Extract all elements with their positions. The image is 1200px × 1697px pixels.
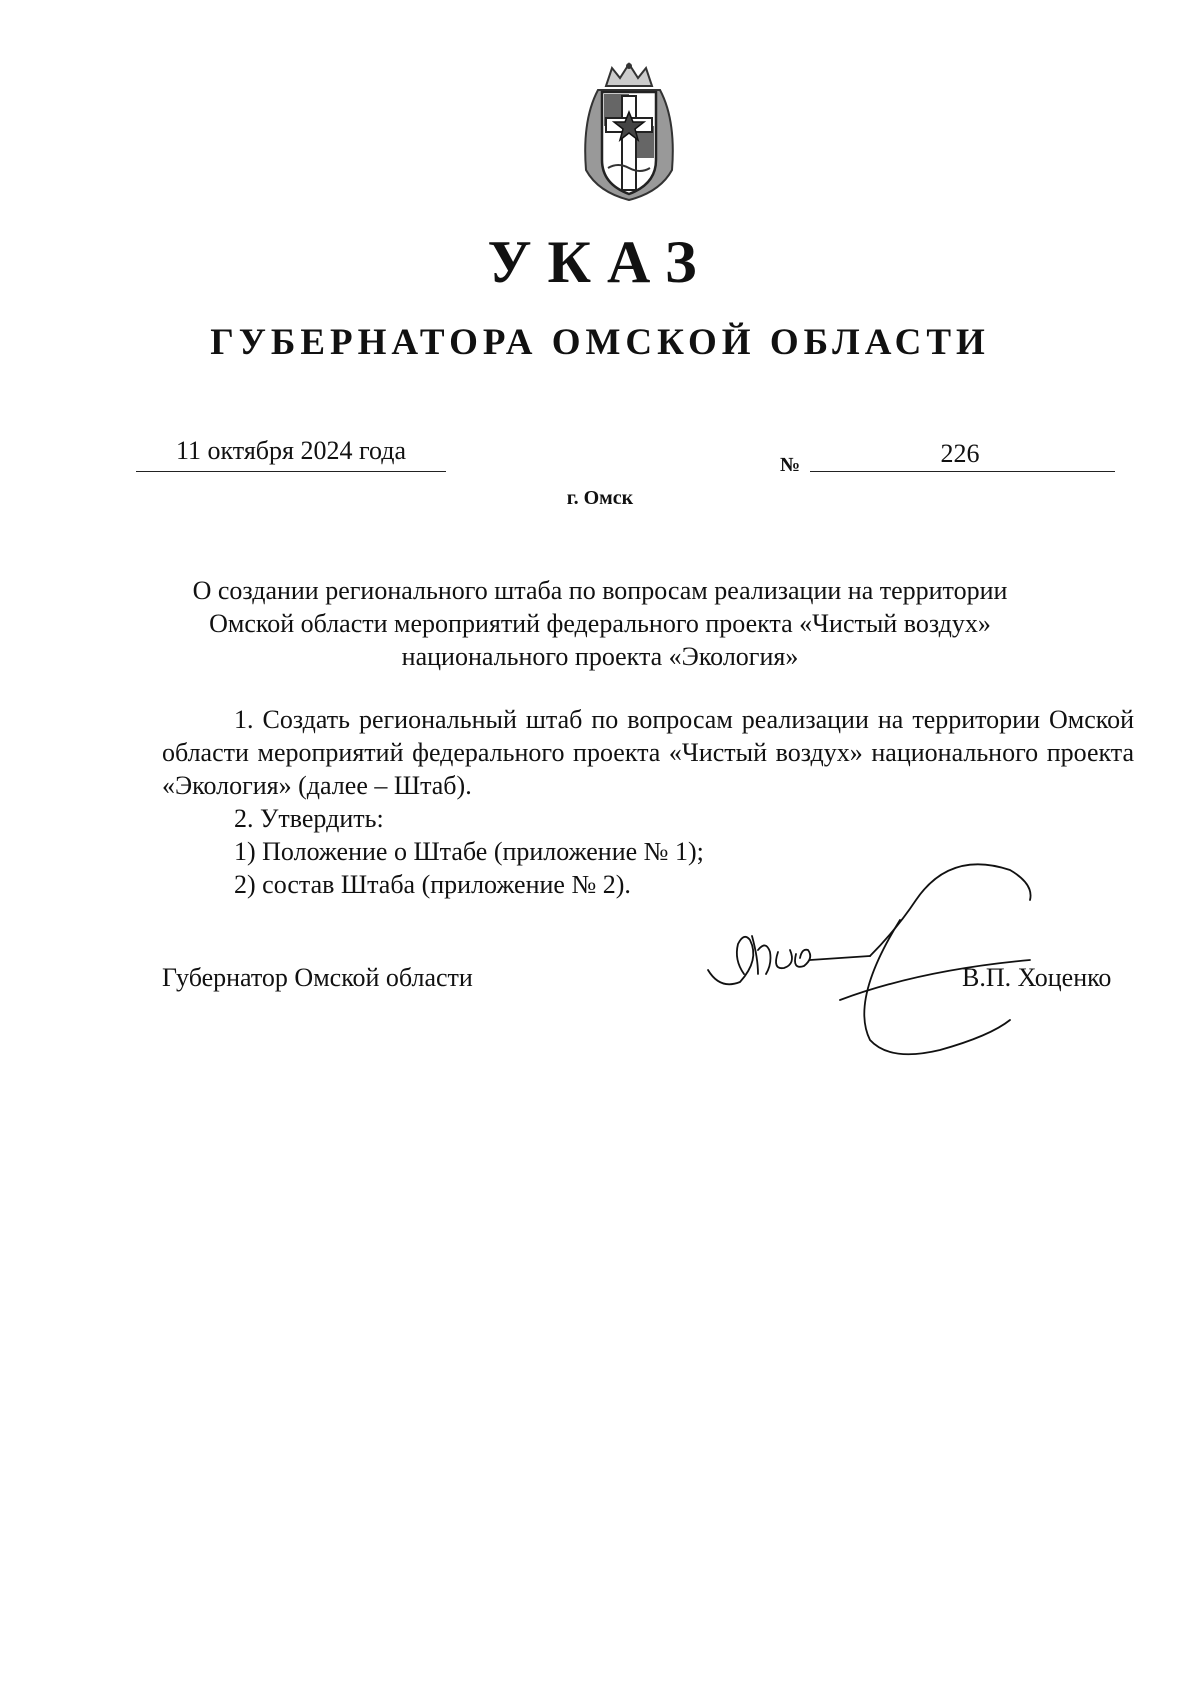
document-heading xyxy=(150,574,1050,673)
document-number: 226 xyxy=(940,439,980,468)
number-underline xyxy=(810,471,1115,472)
heading-line: национального проекта «Экология» xyxy=(401,642,799,671)
document-title: УКАЗ xyxy=(487,229,713,295)
signatory-position: Губернатор Омской области xyxy=(162,963,473,992)
handwritten-signature-icon xyxy=(700,840,1080,1060)
number-label: № xyxy=(780,454,801,476)
body-item-2-1: 1) Положение о Штабе (приложение № 1); xyxy=(234,837,704,866)
body-item-2: 2. Утвердить: xyxy=(234,804,384,833)
document-subtitle: ГУБЕРНАТОРА ОМСКОЙ ОБЛАСТИ xyxy=(210,322,990,363)
signatory-name: В.П. Хоценко xyxy=(962,963,1112,992)
date-underline xyxy=(136,471,446,472)
body-item-2-2: 2) состав Штаба (приложение № 2). xyxy=(234,870,631,899)
body-item-1: 1. Создать региональный штаб по вопросам реализации на территории Омской области мероприятий федерального проекта «Чистый воздух» национального проекта «Экология» (далее – Штаб). xyxy=(162,705,1134,800)
heading-line: Омской области мероприятий федерального проекта «Чистый воздух» xyxy=(209,609,991,638)
document-city: г. Омск xyxy=(566,487,634,509)
omsk-coat-of-arms-icon xyxy=(568,60,690,204)
heading-line: О создании регионального штаба по вопросам реализации на территории xyxy=(192,576,1008,605)
document-date: 11 октября 2024 года xyxy=(175,436,407,465)
